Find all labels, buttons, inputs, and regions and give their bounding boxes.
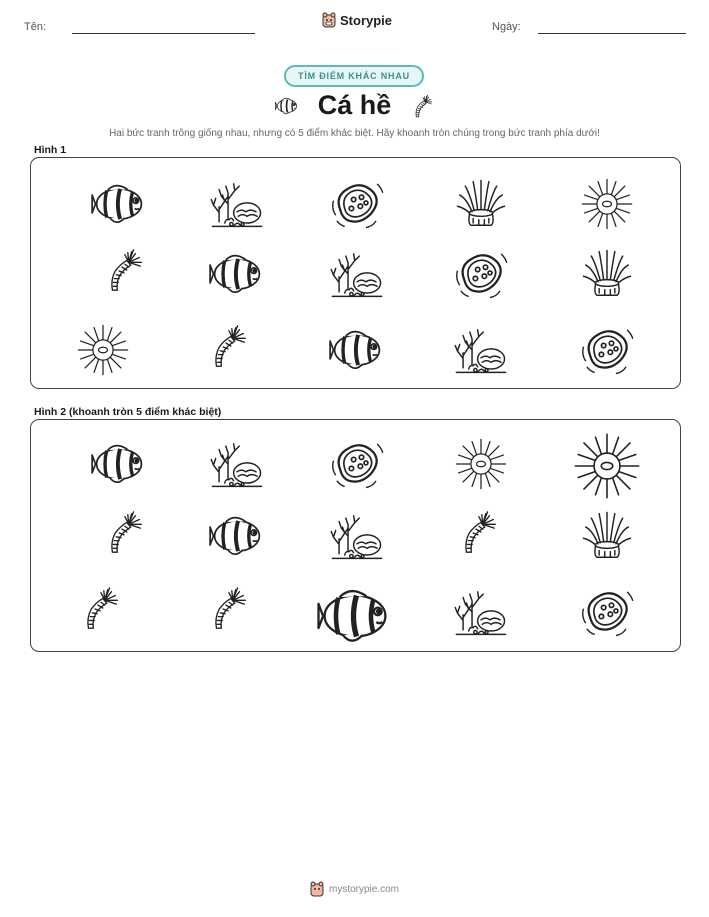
coral-icon[interactable]: [209, 176, 265, 232]
sea-urchin-icon[interactable]: [571, 430, 643, 502]
footer-url[interactable]: mystorypie.com: [328, 883, 399, 895]
sea-sponge-icon[interactable]: [453, 246, 509, 302]
coral-icon[interactable]: [329, 246, 385, 302]
clownfish-icon[interactable]: [329, 322, 385, 378]
tube-worm-icon[interactable]: [75, 584, 123, 632]
brand-name: Storypie: [340, 12, 393, 28]
sea-sponge-icon[interactable]: [329, 176, 385, 232]
picture-1-panel[interactable]: [30, 157, 681, 389]
sea-sponge-icon[interactable]: [329, 436, 385, 492]
storypie-bear-icon: [322, 12, 336, 28]
sea-anemone-icon[interactable]: [579, 508, 635, 564]
clownfish-icon[interactable]: [91, 436, 147, 492]
coral-icon[interactable]: [453, 322, 509, 378]
coral-icon[interactable]: [453, 584, 509, 640]
name-label: Tên:: [24, 21, 47, 33]
name-field[interactable]: [72, 33, 255, 34]
clownfish-icon[interactable]: [91, 176, 147, 232]
footer: [0, 881, 709, 897]
coral-icon[interactable]: [209, 436, 265, 492]
storypie-bear-icon: [310, 881, 324, 897]
picture-2-label: Hình 2 (khoanh tròn 5 điểm khác biệt): [34, 406, 222, 418]
sea-urchin-icon[interactable]: [75, 322, 131, 378]
sea-anemone-icon[interactable]: [579, 246, 635, 302]
page-title: Cá hề: [317, 90, 392, 120]
sea-sponge-icon[interactable]: [579, 322, 635, 378]
sea-urchin-icon[interactable]: [453, 436, 509, 492]
tube-worm-icon[interactable]: [453, 508, 501, 556]
sea-urchin-icon[interactable]: [579, 176, 635, 232]
date-label: Ngày:: [492, 21, 521, 33]
sea-sponge-icon[interactable]: [579, 584, 635, 640]
tube-worm-icon[interactable]: [203, 584, 251, 632]
date-field[interactable]: [538, 33, 686, 34]
activity-badge: TÌM ĐIỂM KHÁC NHAU: [284, 65, 424, 87]
brand-logo: [322, 12, 392, 28]
clownfish-icon[interactable]: [209, 246, 265, 302]
picture-1-label: Hình 1: [34, 144, 67, 156]
tube-worm-icon[interactable]: [203, 322, 251, 370]
clownfish-icon[interactable]: [317, 578, 393, 654]
coral-icon[interactable]: [329, 508, 385, 564]
picture-2-panel[interactable]: [30, 419, 681, 652]
clownfish-icon[interactable]: [209, 508, 265, 564]
sea-anemone-icon[interactable]: [453, 176, 509, 232]
tube-worm-icon[interactable]: [99, 246, 147, 294]
instructions: Hai bức tranh trông giống nhau, nhưng có 5 điểm khác biệt. Hãy khoanh tròn chúng trong bức tranh phía dưới!: [109, 128, 600, 139]
tube-worm-icon[interactable]: [99, 508, 147, 556]
title-tube-worm-icon: [409, 91, 435, 121]
